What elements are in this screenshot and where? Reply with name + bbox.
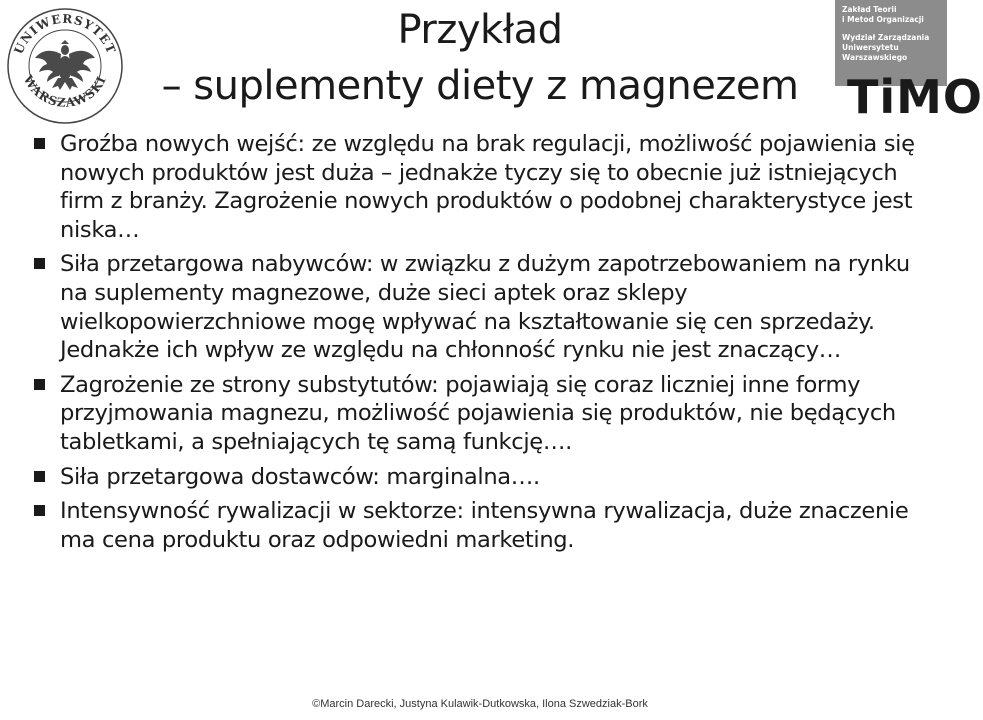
institute-logo-line: Uniwersytetu	[842, 43, 899, 52]
institute-logo-line: Zakład Teorii	[842, 5, 897, 14]
square-bullet-icon	[34, 379, 45, 390]
square-bullet-icon	[34, 505, 45, 516]
footer-credits: ©Marcin Darecki, Justyna Kulawik-Dutkowska, Ilona Szwedziak-Bork	[312, 698, 648, 710]
institute-acronym: TiMO	[847, 70, 983, 124]
seal-text-top: UNIWERSYTET	[11, 11, 119, 57]
seal-text-bottom: WARSZAWSKI	[20, 72, 110, 110]
eagle-icon	[35, 40, 95, 90]
institute-logo-line: i Metod Organizacji	[842, 15, 924, 24]
slide-title	[120, 2, 840, 114]
bullet-text: Zagrożenie ze strony substytutów: pojawiają się coraz liczniej inne formy przyjmowania magnezu, możliwość pojawienia się produktów, nie będących tabletkami, a spełniających tę samą funkcję….	[60, 371, 896, 455]
bullet-item	[32, 250, 932, 364]
bullet-item	[32, 463, 932, 492]
bullet-list	[32, 130, 932, 560]
square-bullet-icon	[34, 138, 45, 149]
bullet-item	[32, 130, 932, 244]
slide-title-line2: – suplementy diety z magnezem	[161, 63, 799, 109]
institute-logo-line: Wydział Zarządzania	[842, 33, 930, 42]
bullet-item	[32, 497, 932, 554]
square-bullet-icon	[34, 258, 45, 269]
institute-logo-line: Warszawskiego	[842, 53, 908, 62]
bullet-text: Groźba nowych wejść: ze względu na brak regulacji, możliwość pojawienia się nowych produktów jest duża – jednakże tyczy się to obecnie już istniejących firm z branży. Zagrożenie nowych produktów o podobnej charakterystyce jest niska…	[60, 131, 915, 243]
university-seal-logo	[6, 6, 124, 124]
bullet-text: Siła przetargowa nabywców: w związku z dużym zapotrzebowaniem na rynku na suplementy magnezowe, duże sieci aptek oraz sklepy wielkopowierzchniowe mogę wpływać na kształtowanie się cen sprzedaży. Jednakże ich wpływ ze względu na chłonność rynku nie jest znaczący…	[60, 251, 910, 364]
institute-logo	[835, 0, 983, 124]
slide-title-line1: Przykład	[397, 7, 563, 53]
bullet-text: Intensywność rywalizacji w sektorze: intensywna rywalizacja, duże znaczenie ma cena produktu oraz odpowiedni marketing.	[60, 498, 909, 553]
bullet-item	[32, 371, 932, 457]
square-bullet-icon	[34, 471, 45, 482]
bullet-text: Siła przetargowa dostawców: marginalna….	[60, 463, 540, 490]
